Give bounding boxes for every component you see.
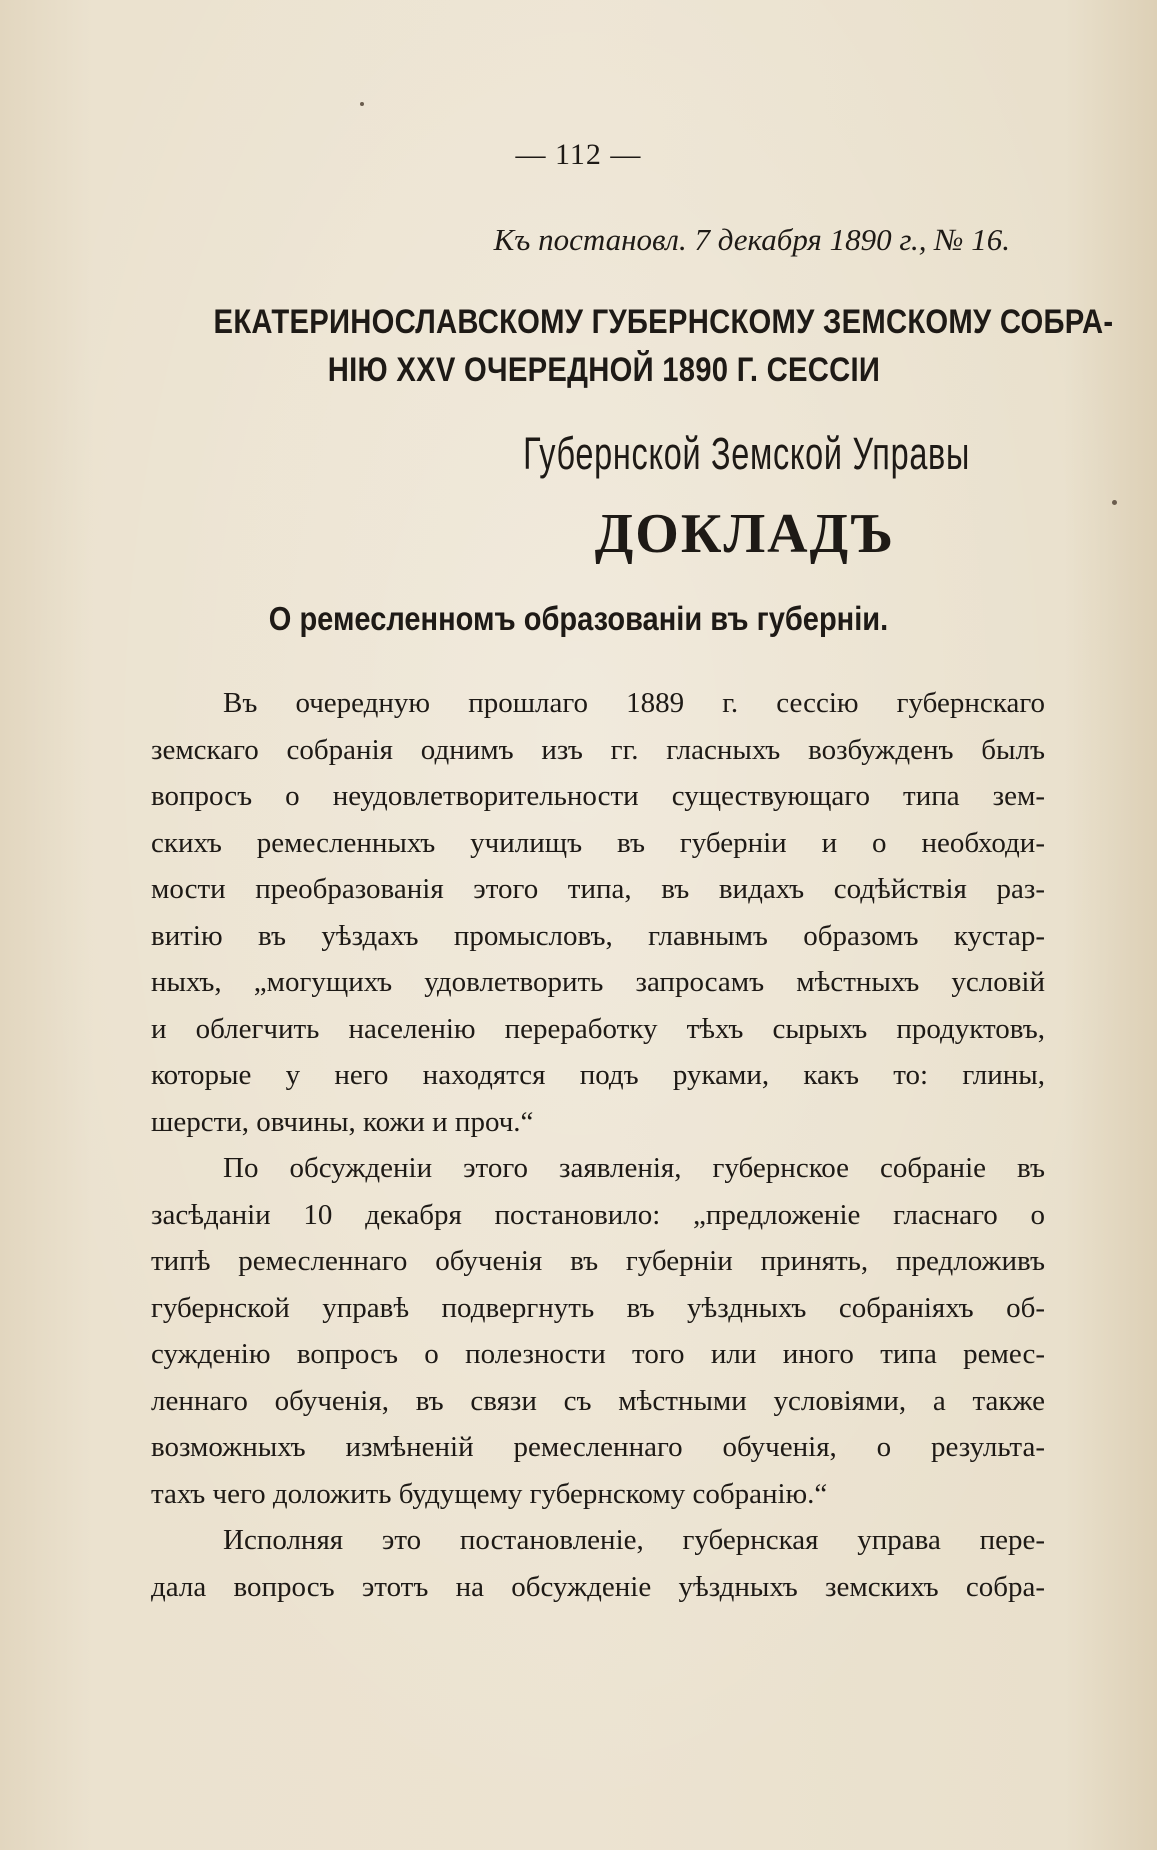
text-line: леннаго обученія, въ связи съ мѣстными условіями, а также [151,1384,1045,1417]
resolution-reference: Къ постановл. 7 декабря 1890 г., № 16. [493,222,1010,257]
authority-title: Губернской Земской Управы [523,428,970,479]
text-line: По обсужденіи этого заявленія, губернское собраніе въ [223,1152,1045,1184]
text-line: дала вопросъ этотъ на обсужденіе уѣздныхъ земскихъ собра- [151,1570,1045,1603]
text-line: которые у него находятся подъ руками, какъ то: глины, [151,1059,1045,1091]
text-line: и облегчить населенію переработку тѣхъ сырыхъ продуктовъ, [151,1012,1045,1045]
text-line: тахъ чего доложить будущему губернскому собранію.“ [151,1477,828,1510]
report-subject: О ремесленномъ образованіи въ губерніи. [268,600,889,637]
paper-speck [1112,500,1117,505]
document-type-title: ДОКЛАДЪ [594,503,895,565]
document-heading [213,298,1114,394]
heading-line: НІЮ XXV ОЧЕРЕДНОЙ 1890 Г. СЕССІИ [327,351,881,389]
page-number: — 112 — [515,138,642,171]
text-line: сужденію вопросъ о полезности того или иного типа ремес- [151,1338,1045,1370]
text-line: губернской управѣ подвергнуть въ уѣздныхъ собраніяхъ об- [151,1291,1045,1324]
text-line: Въ очередную прошлаго 1889 г. сессію губернскаго [223,687,1045,719]
text-line: ныхъ, „могущихъ удовлетворить запросамъ мѣстныхъ условій [151,966,1045,998]
text-line: Исполняя это постановленіе, губернская управа пере- [223,1524,1045,1556]
paper-speck [360,102,364,106]
text-line: засѣданіи 10 декабря постановило: „предложеніе гласнаго о [151,1198,1045,1231]
text-line: мости преобразованія этого типа, въ видахъ содѣйствія раз- [151,873,1045,905]
text-line: шерсти, овчины, кожи и проч.“ [151,1105,534,1138]
text-line: земскаго собранія однимъ изъ гг. гласныхъ возбужденъ былъ [151,733,1045,766]
report-body [151,680,1045,1610]
text-line: витію въ уѣздахъ промысловъ, главнымъ образомъ кустар- [151,919,1045,952]
text-line: скихъ ремесленныхъ училищъ въ губерніи и о необходи- [151,826,1045,859]
heading-line: ЕКАТЕРИНОСЛАВСКОМУ ГУБЕРНСКОМУ ЗЕМСКОМУ СОБРА- [213,303,1114,341]
text-line: возможныхъ измѣненій ремесленнаго обученія, о результа- [151,1431,1045,1463]
text-line: вопросъ о неудовлетворительности существующаго типа зем- [151,780,1045,812]
text-line: типѣ ремесленнаго обученія въ губерніи принять, предложивъ [151,1245,1045,1277]
